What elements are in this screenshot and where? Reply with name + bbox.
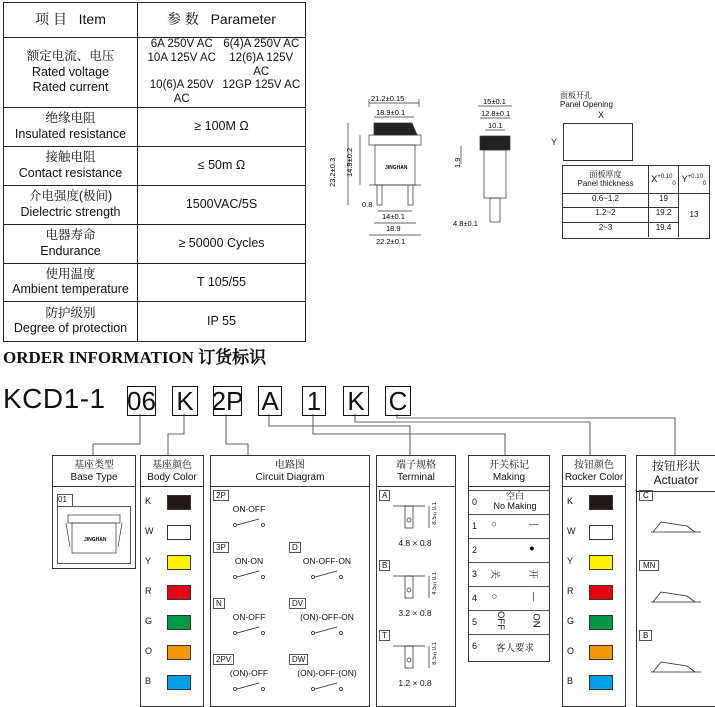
color-swatch — [167, 615, 191, 630]
circuit-label: ON-OFF — [232, 504, 266, 514]
actuator-header-en: Actuator — [653, 472, 699, 487]
rated-value: 6A 250V AC — [150, 38, 213, 50]
tolerance: +0.10 — [657, 174, 673, 180]
spec-table — [3, 2, 306, 342]
endurance-label-en: Endurance — [40, 243, 101, 258]
marking-symbol-on: ● — [529, 543, 535, 554]
marking-symbol-on: ON — [530, 613, 542, 628]
x-header: X — [651, 174, 658, 184]
rocker-color-column — [562, 455, 626, 707]
actuator-shape-icon — [639, 506, 713, 546]
marking-row — [469, 538, 549, 563]
endurance-value: ≥ 50000 Cycles — [138, 224, 306, 263]
x-cell: 19.2 — [649, 208, 679, 223]
endurance-label-zh: 电器寿命 — [45, 228, 96, 243]
color-swatch — [589, 615, 613, 630]
rocker-header-zh: 按钮颜色 — [574, 460, 614, 471]
marking-symbol-on: — — [529, 519, 539, 530]
marking-text: No Making — [493, 501, 537, 511]
terminal-icon — [379, 572, 451, 606]
color-swatch — [589, 525, 613, 540]
color-code: W — [145, 526, 154, 536]
marking-index: 3 — [472, 569, 478, 579]
tolerance-zero: 0 — [672, 180, 676, 187]
dim-label: 14±0.1 — [382, 212, 405, 221]
marking-index: 0 — [472, 497, 478, 507]
marking-index: 1 — [472, 521, 478, 531]
terminal-size: 4.8 × 0.8 — [398, 538, 432, 548]
dim-label: 18.9 — [386, 224, 401, 233]
terminal-cell — [379, 630, 451, 692]
terminal-column — [376, 455, 456, 707]
panel-title-en: Panel Opening — [560, 99, 613, 109]
color-swatch — [167, 675, 191, 690]
marking-symbol-off: ○ — [491, 519, 497, 530]
terminal-header-zh: 端子规格 — [396, 460, 436, 471]
circuit-cell — [289, 542, 365, 594]
marking-symbol-off: ○ — [488, 593, 500, 600]
switch-symbol-icon — [213, 624, 285, 638]
dim-label: 23.2±0.3 — [328, 157, 337, 187]
rated-voltage-label: Rated voltage — [31, 64, 110, 79]
dim-label: 1.9 — [453, 157, 462, 168]
front-view-drawing — [322, 95, 447, 250]
marking-symbol-off: 关 — [488, 569, 500, 579]
circuit-code: DV — [289, 598, 306, 609]
item-header-zh: 项 目 — [35, 11, 67, 28]
order-title-zh: 订货标识 — [198, 348, 267, 367]
code-box-body-color: K — [172, 386, 198, 416]
color-swatch — [167, 495, 191, 510]
marking-symbol-on: — — [528, 591, 540, 602]
actuator-code: B — [639, 630, 652, 641]
terminal-code: B — [379, 560, 390, 571]
color-code: W — [567, 526, 576, 536]
circuit-code: D — [289, 542, 301, 553]
code-box-actuator: C — [385, 386, 411, 416]
terminal-height: 8.5±0.1 — [432, 502, 438, 525]
code-box-marking: 1 — [302, 386, 326, 416]
terminal-icon — [379, 642, 451, 676]
code-box-circuit: 2P — [211, 385, 244, 416]
marking-column — [468, 455, 550, 662]
param-header-en: Parameter — [210, 11, 276, 28]
color-code: O — [145, 646, 153, 656]
protection-label-en: Degree of protection — [13, 321, 128, 336]
switch-symbol-icon — [289, 568, 365, 582]
dim-label: 21.2±0.15 — [371, 95, 405, 103]
temp-value: T 105/55 — [138, 263, 306, 301]
base-type-column — [52, 455, 136, 569]
dielectric-label-en: Dielectric strength — [20, 204, 121, 219]
protection-label-zh: 防护级别 — [45, 305, 96, 320]
circuit-header-en: Circuit Diagram — [255, 471, 325, 483]
circuit-code: 2PV — [213, 654, 234, 665]
item-header-en: Item — [78, 11, 106, 28]
side-view-drawing — [450, 98, 530, 233]
actuator-shape-icon — [639, 646, 713, 686]
contact-label-en: Contact resistance — [18, 165, 123, 180]
terminal-cell — [379, 490, 451, 552]
color-code: K — [567, 496, 574, 506]
circuit-cell — [213, 654, 285, 702]
rocker-header-en: Rocker Color — [564, 471, 624, 483]
insulated-label-zh: 绝缘电阻 — [45, 111, 96, 126]
actuator-header-zh: 按钮形状 — [651, 459, 700, 473]
switch-symbol-icon — [213, 680, 285, 694]
marking-index: 5 — [472, 617, 478, 627]
circuit-cell — [213, 542, 285, 594]
body-header-en: Body Color — [147, 471, 197, 483]
base-image — [57, 506, 131, 564]
circuit-header-zh: 电路图 — [275, 460, 305, 471]
rated-value: 10(6)A 250V AC — [149, 79, 214, 106]
terminal-icon — [379, 502, 451, 536]
insulated-label-en: Insulated resistance — [14, 126, 127, 141]
tolerance: +0.10 — [687, 174, 703, 180]
rated-value: 12GP 125V AC — [222, 79, 301, 92]
marking-text: 客人要求 — [495, 643, 534, 654]
color-swatch — [167, 645, 191, 660]
dim-label: 10.1 — [488, 121, 503, 130]
code-box-rocker-color: K — [343, 386, 369, 416]
order-title-en: ORDER INFORMATION — [3, 348, 194, 367]
rated-values — [138, 38, 305, 107]
temp-label-zh: 使用温度 — [45, 266, 96, 281]
circuit-cell — [213, 490, 285, 538]
code-box-terminal: A — [258, 386, 282, 416]
y-cell: 13 — [689, 210, 699, 219]
color-swatch — [589, 645, 613, 660]
color-code: G — [567, 616, 575, 626]
panel-title — [560, 92, 613, 110]
color-code: B — [145, 676, 152, 686]
color-swatch — [589, 495, 613, 510]
color-swatch — [167, 555, 191, 570]
rated-value: 12(6)A 125V AC — [229, 51, 294, 78]
switch-symbol-icon — [213, 568, 285, 582]
switch-symbol-icon — [213, 516, 285, 530]
circuit-cell — [289, 598, 365, 650]
x-cell: 19.4 — [649, 223, 679, 237]
contact-label-zh: 接触电阻 — [45, 150, 96, 165]
circuit-label: (ON)-OFF-ON — [300, 612, 354, 622]
circuit-label: (ON)-OFF-(ON) — [297, 668, 357, 678]
dim-label: 4.8±0.1 — [453, 219, 478, 228]
terminal-height: 4.5±0.1 — [432, 572, 438, 595]
marking-header-en: Making — [492, 471, 526, 483]
color-swatch — [167, 525, 191, 540]
dim-label: 0.8 — [362, 200, 373, 209]
connector-lines — [0, 414, 715, 456]
terminal-header-en: Terminal — [397, 471, 435, 483]
circuit-cell — [213, 598, 285, 650]
circuit-code: 3P — [213, 542, 229, 553]
thickness-cell: 2~3 — [563, 223, 649, 237]
terminal-code: T — [379, 630, 390, 641]
panel-y-label: Y — [551, 137, 558, 147]
marking-text: 空白 — [505, 491, 524, 501]
insulated-value: ≥ 100M Ω — [138, 107, 306, 146]
order-title — [3, 343, 266, 368]
contact-value: ≤ 50m Ω — [138, 146, 306, 185]
protection-value: IP 55 — [138, 301, 306, 341]
circuit-code: DW — [289, 654, 308, 665]
actuator-column — [636, 455, 715, 707]
panel-opening-rect — [563, 123, 633, 161]
circuit-code: 2P — [213, 490, 229, 501]
circuit-code: N — [213, 598, 225, 609]
base-header-zh: 基座类型 — [74, 460, 114, 471]
marking-index: 2 — [472, 545, 478, 555]
panel-thickness-table — [562, 165, 710, 239]
actuator-cell — [639, 490, 713, 552]
circuit-label: ON-OFF-ON — [302, 556, 352, 566]
dim-label: 22.2±0.1 — [376, 237, 406, 246]
dielectric-value: 1500VAC/5S — [138, 185, 306, 224]
actuator-cell — [639, 560, 713, 622]
body-header-zh: 基座颜色 — [152, 460, 192, 471]
color-code: R — [145, 586, 152, 596]
circuit-label: (ON)-OFF — [229, 668, 269, 678]
base-code: 01 — [57, 494, 73, 507]
dim-label: 14.8±0.2 — [345, 147, 354, 177]
color-code: Y — [567, 556, 574, 566]
switch-symbol-icon — [289, 624, 365, 638]
color-code: Y — [145, 556, 152, 566]
rated-value: 10A 125V AC — [147, 51, 216, 64]
color-swatch — [589, 585, 613, 600]
panel-x-label: X — [598, 110, 605, 120]
dielectric-label-zh: 介电强度(极间) — [28, 189, 113, 204]
body-color-column — [140, 455, 204, 707]
marking-symbol-off: OFF — [495, 611, 506, 630]
dim-label: 12.8±0.1 — [481, 109, 511, 118]
dim-label: 18.9±0.1 — [376, 108, 406, 117]
terminal-code: A — [379, 490, 390, 501]
base-drawing — [58, 507, 130, 563]
rated-current-label: Rated current — [32, 80, 109, 95]
code-box-base: 06 — [127, 385, 156, 416]
actuator-shape-icon — [639, 576, 713, 616]
y-header: Y — [681, 174, 688, 184]
circuit-label: ON-OFF — [232, 612, 266, 622]
circuit-label: ON-ON — [234, 556, 264, 566]
x-cell: 19 — [649, 194, 679, 208]
panel-title-zh: 面板开孔 — [560, 91, 592, 100]
actuator-code: MN — [639, 560, 659, 571]
thickness-header-zh: 面板厚度 — [589, 170, 622, 179]
marking-index: 4 — [472, 593, 478, 603]
dim-label: 15±0.1 — [483, 98, 506, 106]
color-swatch — [589, 555, 613, 570]
color-code: R — [567, 586, 574, 596]
rated-value: 6(4)A 250V AC — [223, 38, 300, 50]
model-prefix: KCD1-1 — [3, 383, 106, 414]
color-swatch — [589, 675, 613, 690]
marking-index: 6 — [472, 641, 478, 651]
thickness-cell: 1.2~2 — [563, 208, 649, 223]
marking-symbol-on: 开 — [526, 569, 538, 579]
terminal-height: 8.5±0.1 — [432, 642, 438, 665]
brand-logo-text: JINGHAN — [385, 165, 408, 171]
rated-label-zh: 额定电流、电压 — [26, 49, 115, 64]
marking-header-zh: 开关标记 — [489, 460, 529, 471]
tolerance-zero: 0 — [702, 180, 707, 187]
color-code: G — [145, 616, 153, 626]
circuit-column — [210, 455, 370, 707]
terminal-cell — [379, 560, 451, 622]
terminal-size: 1.2 × 0.8 — [398, 678, 432, 688]
thickness-cell: 0.6~1.2 — [563, 194, 649, 208]
terminal-size: 3.2 × 0.8 — [398, 608, 432, 618]
temp-label-en: Ambient temperature — [12, 282, 129, 297]
switch-symbol-icon — [289, 680, 365, 694]
color-code: K — [145, 496, 152, 506]
color-swatch — [167, 585, 191, 600]
actuator-code: C — [639, 490, 653, 501]
actuator-cell — [639, 630, 713, 692]
base-header-en: Base Type — [70, 471, 118, 483]
param-header-zh: 参 数 — [167, 11, 199, 28]
color-code: O — [567, 646, 575, 656]
circuit-cell — [289, 654, 365, 702]
thickness-header-en: Panel thickness — [577, 179, 634, 189]
color-code: B — [567, 676, 574, 686]
brand-logo-text: JINGHAN — [84, 537, 107, 543]
